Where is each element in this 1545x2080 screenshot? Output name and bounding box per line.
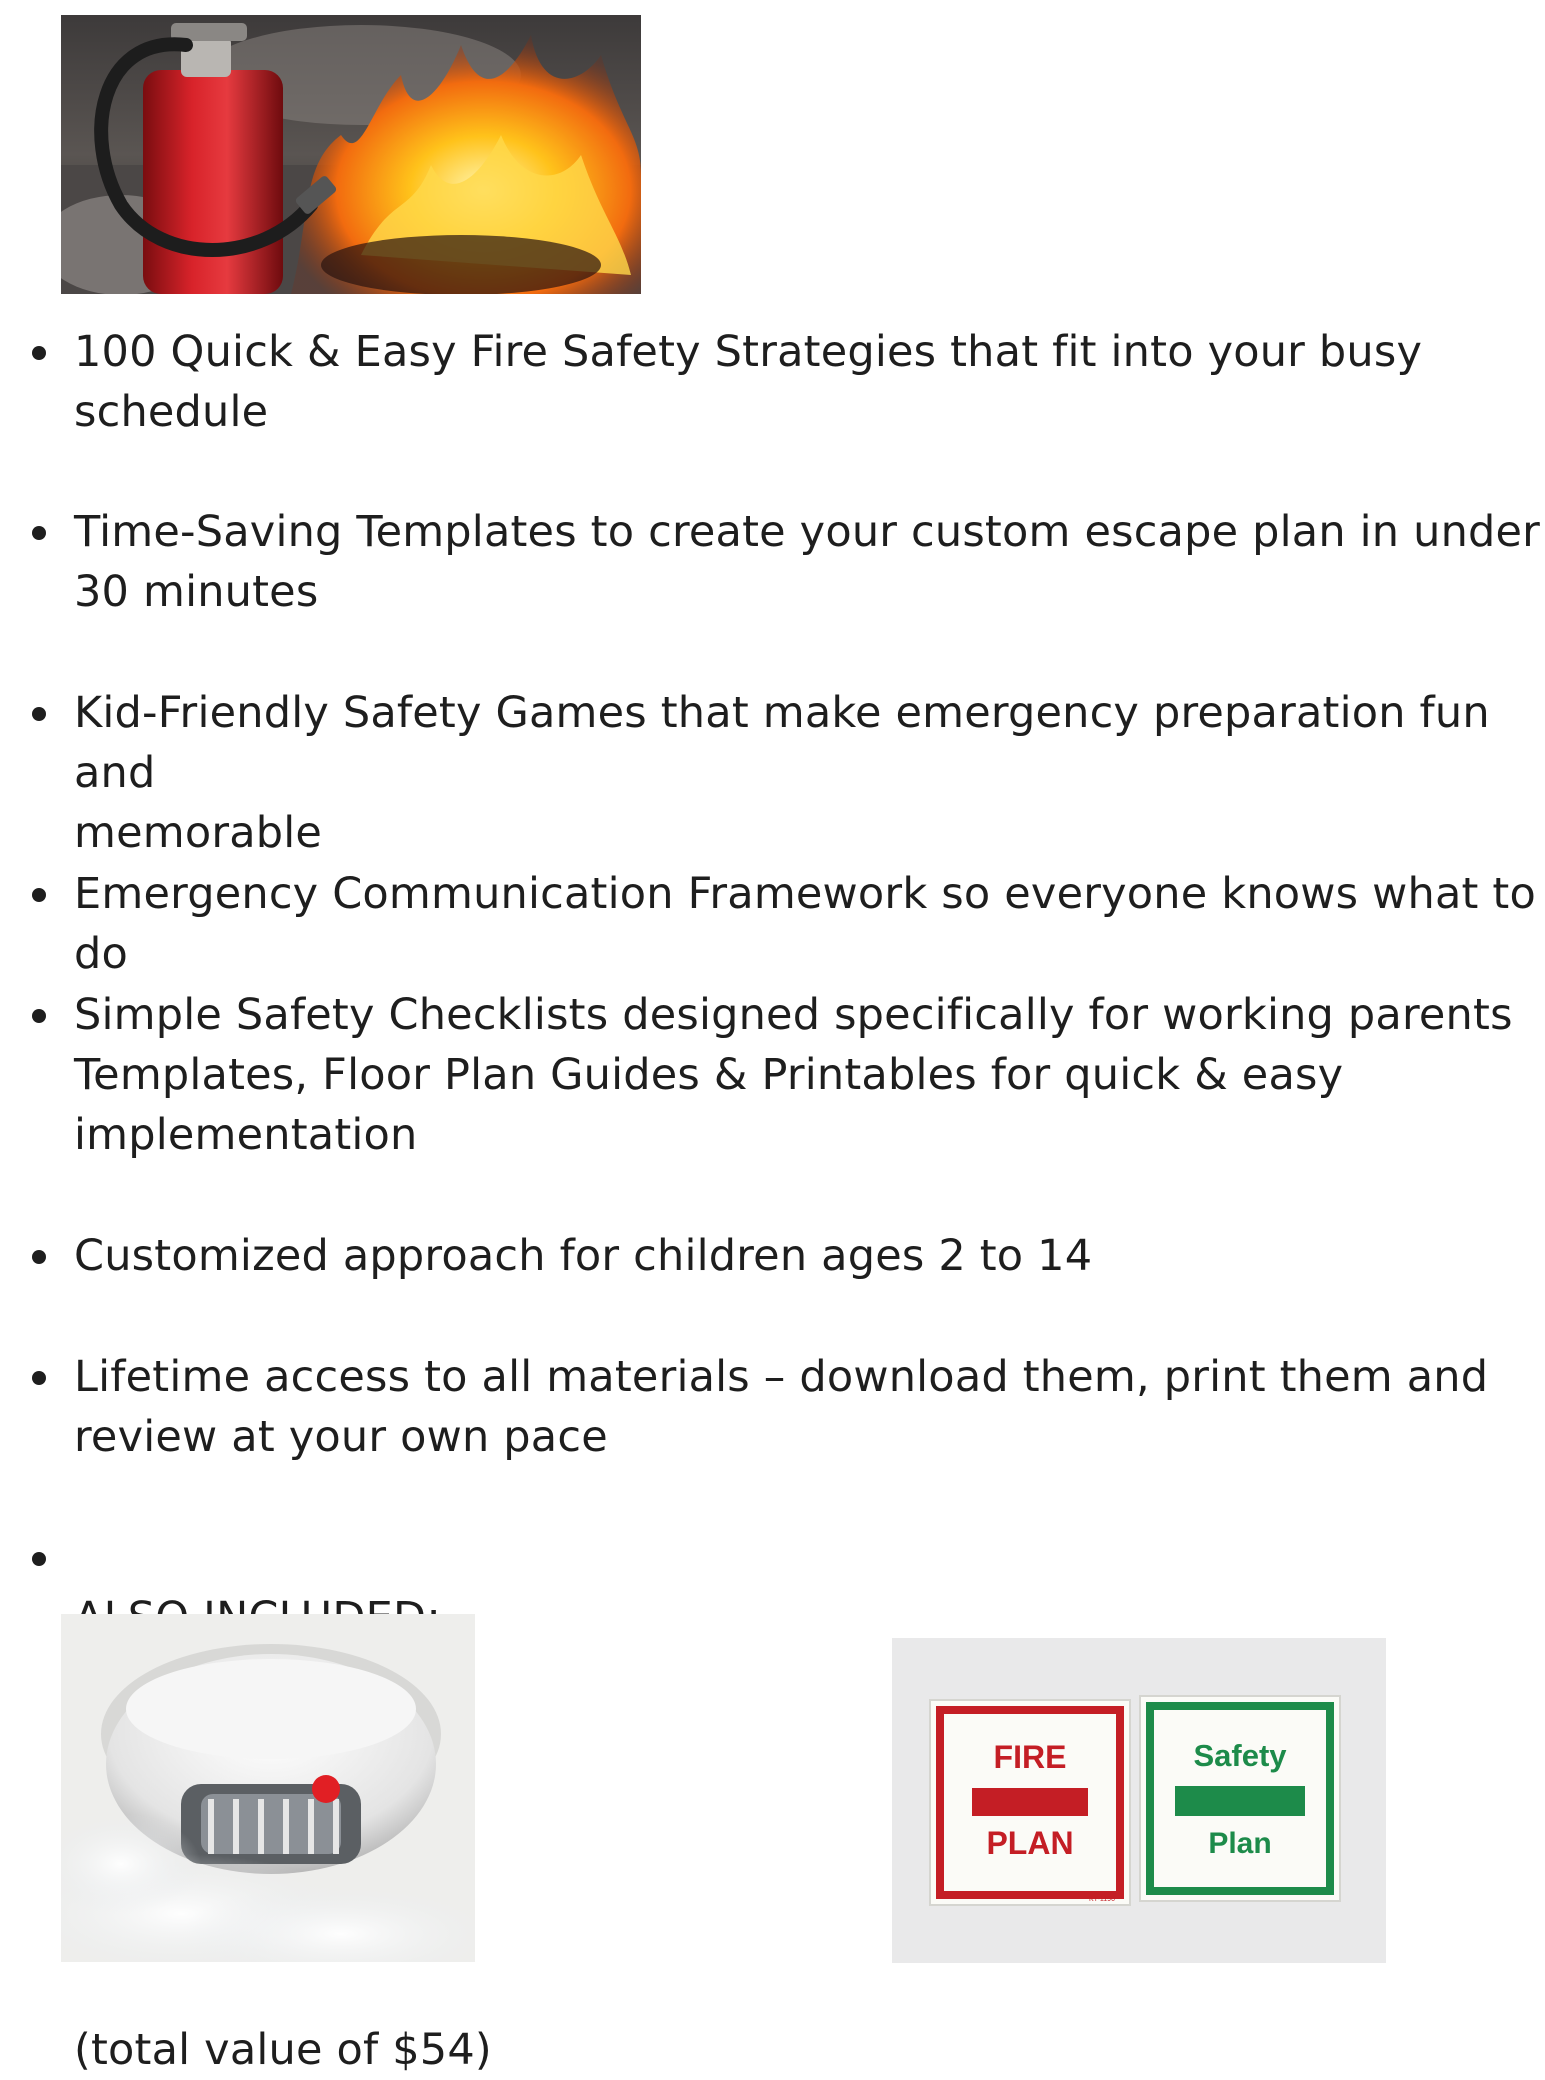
bonus-suffix: (total value of $54) [74, 2025, 492, 2075]
list-item [28, 322, 1543, 442]
list-item [28, 864, 1543, 984]
list-item-text: Emergency Communication Framework so everyone knows what to do [74, 869, 1536, 979]
bullet-icon [32, 888, 46, 902]
safety-sign-bottom: Plan [1208, 1827, 1272, 1860]
list-item [28, 683, 1543, 863]
list-item-text: Customized approach for children ages 2 to 14 [74, 1231, 1093, 1281]
bullet-icon [32, 1250, 46, 1264]
fire-extinguisher-photo [61, 15, 641, 294]
bullet-icon [32, 1009, 46, 1023]
sign-serial: KT-1190 [1089, 1896, 1115, 1903]
fire-sign-bottom: PLAN [986, 1825, 1074, 1861]
list-item-text: Kid-Friendly Safety Games that make emergency preparation fun and memorable [74, 688, 1490, 858]
bullet-icon [32, 1552, 46, 1566]
fire-sign-top: FIRE [993, 1739, 1067, 1775]
list-item [28, 1347, 1543, 1467]
smoke-detector-photo [61, 1614, 475, 1962]
bullet-icon [32, 1371, 46, 1385]
list-item [28, 985, 1543, 1165]
list-item-text: Simple Safety Checklists designed specifically for working parents Templates, Floor Plan Guides & Printables for quick & easy implementation [74, 990, 1513, 1160]
bullet-icon [32, 346, 46, 360]
safety-sign-top: Safety [1193, 1738, 1287, 1773]
bullet-icon [32, 707, 46, 721]
list-item [28, 1226, 1543, 1286]
list-item-text: Time-Saving Templates to create your custom escape plan in under 30 minutes [74, 507, 1541, 617]
list-item-text: 100 Quick & Easy Fire Safety Strategies that fit into your busy schedule [74, 327, 1423, 437]
list-item [28, 502, 1543, 622]
list-item-text: Lifetime access to all materials – download them, print them and review at your own pace [74, 1352, 1489, 1462]
bullet-icon [32, 526, 46, 540]
safety-signs-photo [892, 1638, 1386, 1963]
